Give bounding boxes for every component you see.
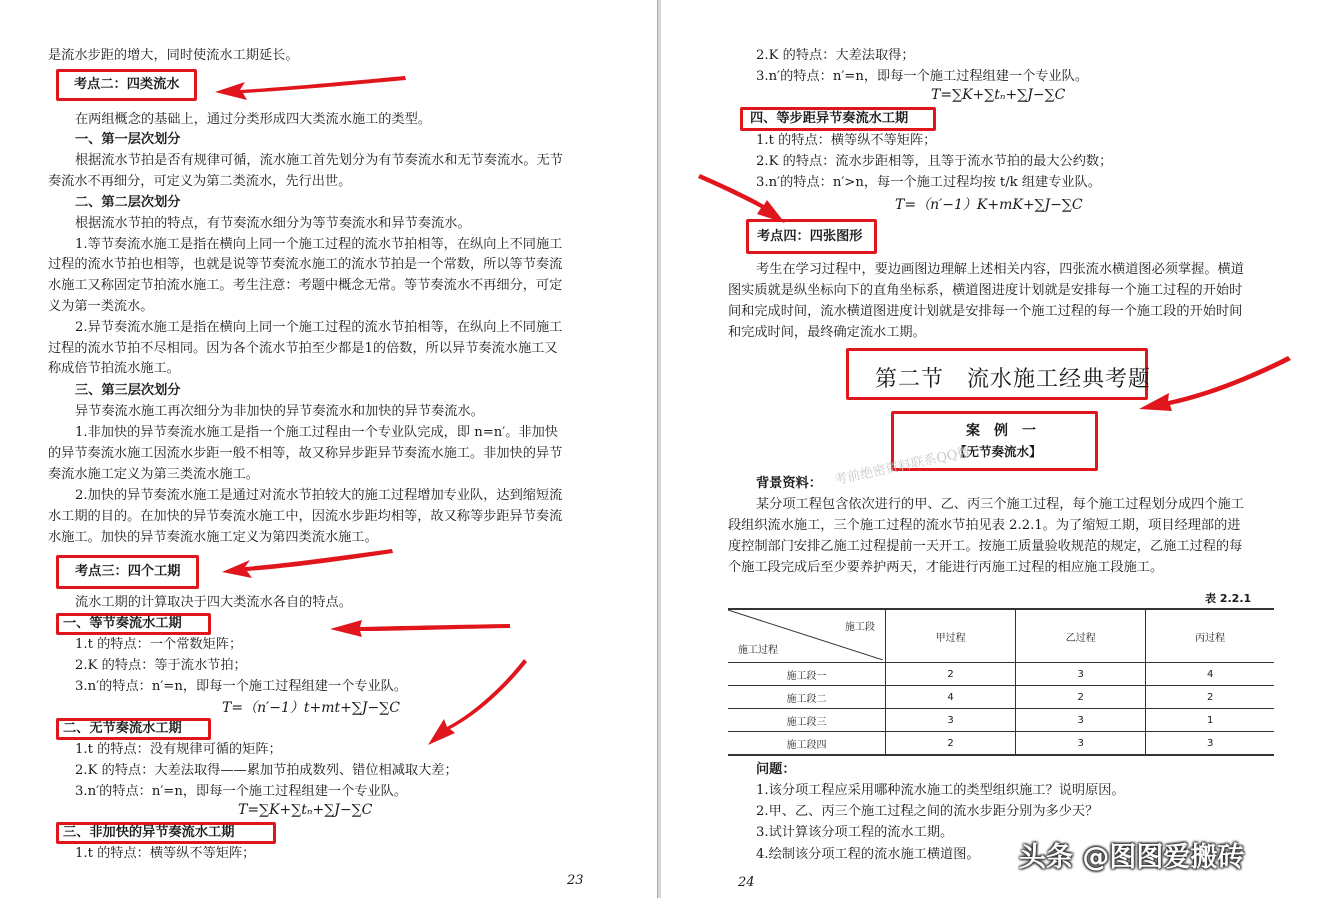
annotation-arrows xyxy=(0,0,657,898)
subheading: 一、等节奏流水工期 xyxy=(63,616,182,631)
text-line: 2.加快的异节奏流水施工是通过对流水节拍较大的施工过程增加专业队，达到缩短流 xyxy=(75,488,563,503)
text-line: 1.t 的特点：横等纵不等矩阵； xyxy=(75,846,256,861)
table-cell: 3 xyxy=(1016,663,1146,686)
text-line: 段组织流水施工，三个施工过程的流水节拍见表 2.2.1。为了缩短工期，项目经理部的进 xyxy=(728,518,1241,533)
arrow-icon xyxy=(330,620,510,637)
subheading: 三、第三层次划分 xyxy=(75,383,181,398)
formula: T=∑K+∑tₙ+∑J−∑C xyxy=(238,802,373,818)
text-line: 1.t 的特点：一个常数矩阵； xyxy=(75,637,243,652)
row-label: 施工段一 xyxy=(786,670,827,682)
text-line: 1.t 的特点：横等纵不等矩阵； xyxy=(756,133,937,148)
text-line: 间和完成时间，流水横道图进度计划就是安排每一个施工过程的每一个施工段的开始时间 xyxy=(728,304,1243,319)
table-cell: 4 xyxy=(886,686,1016,709)
text-line: 3.n′的特点：n′>n，每一个施工过程均按 t/k 组建专业队。 xyxy=(756,175,1101,190)
table-cell: 2 xyxy=(886,732,1016,756)
text-line: 奏流水不再细分，可定义为第二类流水，先行出世。 xyxy=(48,174,352,189)
case-subtitle: 【无节奏流水】 xyxy=(954,444,1042,459)
text-line: 在两组概念的基础上，通过分类形成四大类流水施工的类型。 xyxy=(75,112,432,127)
row-label: 施工段三 xyxy=(786,716,827,728)
table-cell: 3 xyxy=(1016,709,1146,732)
subheading: 二、无节奏流水工期 xyxy=(63,721,182,736)
arrow-icon xyxy=(222,549,393,578)
text-line: 考生在学习过程中，要边画图边理解上述相关内容，四张流水横道图必须掌握。横道 xyxy=(756,262,1244,277)
right-page xyxy=(661,0,1317,898)
subheading: 背景资料： xyxy=(756,476,822,491)
heading-kaodian-2: 考点二：四类流水 xyxy=(74,77,180,92)
table-cell: 2 xyxy=(1016,686,1146,709)
heading-kaodian-4: 考点四：四张图形 xyxy=(757,229,863,244)
text-line: 水施工。加快的异节奏流水施工定义为第四类流水施工。 xyxy=(48,530,378,545)
corner-bottom-label: 施工过程 xyxy=(738,645,778,656)
text-line: 是流水步距的增大，同时使流水工期延长。 xyxy=(48,48,299,63)
case-title: 案 例 一 xyxy=(966,423,1036,439)
text-line: 过程的流水节拍不尽相同。因为各个流水节拍至少都是1的倍数，所以异节奏流水施工又 xyxy=(48,341,558,356)
text-line: 3.n′的特点：n′=n，即每一个施工过程组建一个专业队。 xyxy=(756,69,1089,84)
text-line: 义为第一类流水。 xyxy=(48,299,154,314)
subheading: 问题： xyxy=(756,762,796,777)
text-line: 2.异节奏流水施工是指在横向上同一个施工过程的流水节拍相等，在纵向上不同施工 xyxy=(75,320,563,335)
arrow-icon xyxy=(428,659,527,745)
formula: T=（n′−1）t+mt+∑J−∑C xyxy=(222,700,400,716)
arrow-icon xyxy=(1139,356,1291,411)
text-line: 2.K 的特点：大差法取得——累加节拍成数列、错位相减取大差； xyxy=(75,763,458,778)
subheading: 三、非加快的异节奏流水工期 xyxy=(63,825,235,840)
text-line: 根据流水节拍的特点，有节奏流水细分为等节奏流水和异节奏流水。 xyxy=(75,216,471,231)
text-line: 图实质就是纵坐标向下的直角坐标系，横道图进度计划就是安排每一个施工过程的开始时 xyxy=(728,283,1243,298)
subheading: 四、等步距异节奏流水工期 xyxy=(750,111,909,126)
text-line: 2.甲、乙、丙三个施工过程之间的流水步距分别为多少天？ xyxy=(756,804,1099,819)
text-line: 1.非加快的异节奏流水施工是指一个施工过程由一个专业队完成，即 n=n′。非加快 xyxy=(75,425,558,440)
table-header: 甲过程 xyxy=(886,609,1016,663)
row-label: 施工段四 xyxy=(786,739,827,751)
text-line: 奏流水施工定义为第三类流水施工。 xyxy=(48,467,259,482)
text-line: 4.绘制该分项工程的流水施工横道图。 xyxy=(756,847,980,862)
text-line: 2.K 的特点：等于流水节拍； xyxy=(75,658,247,673)
text-line: 1.t 的特点：没有规律可循的矩阵； xyxy=(75,742,282,757)
arrow-icon xyxy=(215,76,406,100)
corner-top-label: 施工段 xyxy=(845,622,875,633)
text-line: 称成倍节拍流水施工。 xyxy=(48,361,180,376)
heading-kaodian-3: 考点三：四个工期 xyxy=(75,564,181,579)
arrow-icon xyxy=(698,174,785,223)
text-line: 的异节奏流水施工因流水步距一般不相等，故又称异步距异节奏流水施工。非加快的异节 xyxy=(48,446,563,461)
text-line: 水工期的目的。在加快的异节奏流水施工中，因流水步距均相等，故又称等步距异节奏流 xyxy=(48,509,563,524)
annotation-arrows-right xyxy=(661,0,1317,898)
row-label: 施工段二 xyxy=(786,693,827,705)
subheading: 一、第一层次划分 xyxy=(75,132,181,147)
text-line: 2.K 的特点：大差法取得； xyxy=(756,48,915,63)
text-line: 和完成时间，最终确定流水工期。 xyxy=(728,325,926,340)
page-number: 24 xyxy=(738,875,755,890)
table-cell: 2 xyxy=(1146,686,1274,709)
table-cell: 4 xyxy=(1146,663,1274,686)
text-line: 个施工段完成后至少要养护两天，才能进行丙施工过程的相应施工段施工。 xyxy=(728,560,1164,575)
text-line: 3.试计算该分项工程的流水工期。 xyxy=(756,825,954,840)
section-title: 第二节 流水施工经典考题 xyxy=(875,367,1152,392)
table-cell: 2 xyxy=(886,663,1016,686)
brand-watermark: 头条 @图图爱搬砖 xyxy=(1019,842,1245,873)
text-line: 2.K 的特点：流水步距相等，且等于流水节拍的最大公约数； xyxy=(756,154,1113,169)
text-line: 某分项工程包含依次进行的甲、乙、丙三个施工过程，每个施工过程划分成四个施工 xyxy=(756,497,1244,512)
table-cell: 3 xyxy=(1016,732,1146,756)
watermark: 考前绝密资料联系QQ微 xyxy=(833,444,972,489)
text-line: 1.该分项工程应采用哪种流水施工的类型组织施工？说明原因。 xyxy=(756,783,1125,798)
page-number: 23 xyxy=(567,873,584,888)
table-cell: 3 xyxy=(1146,732,1274,756)
table-header: 丙过程 xyxy=(1146,609,1274,663)
text-line: 度控制部门安排乙施工过程提前一天开工。按施工质量验收规范的规定，乙施工过程的每 xyxy=(728,539,1243,554)
text-line: 水施工又称固定节拍流水施工。考生注意：考题中概念无常。等节奏流水不再细分，可定 xyxy=(48,278,563,293)
text-line: 流水工期的计算取决于四大类流水各自的特点。 xyxy=(75,595,352,610)
text-line: 过程的流水节拍也相等，也就是说等节奏流水施工的流水节拍是一个常数，所以等节奏流 xyxy=(48,257,563,272)
subheading: 二、第二层次划分 xyxy=(75,195,181,210)
formula: T=（n′−1）K+mK+∑J−∑C xyxy=(895,197,1083,213)
text-line: 异节奏流水施工再次细分为非加快的异节奏流水和加快的异节奏流水。 xyxy=(75,404,484,419)
table-caption: 表 2.2.1 xyxy=(1205,592,1252,605)
text-line: 3.n′的特点：n′=n，即每一个施工过程组建一个专业队。 xyxy=(75,679,408,694)
formula: T=∑K+∑tₙ+∑J−∑C xyxy=(931,87,1066,103)
table-header: 乙过程 xyxy=(1016,609,1146,663)
table-cell: 3 xyxy=(886,709,1016,732)
text-line: 根据流水节拍是否有规律可循，流水施工首先划分为有节奏流水和无节奏流水。无节 xyxy=(75,153,563,168)
text-line: 1.等节奏流水施工是指在横向上同一个施工过程的流水节拍相等，在纵向上不同施工 xyxy=(75,237,563,252)
text-line: 3.n′的特点：n′=n，即每一个施工过程组建一个专业队。 xyxy=(75,784,408,799)
table-cell: 1 xyxy=(1146,709,1274,732)
left-page xyxy=(0,0,657,898)
